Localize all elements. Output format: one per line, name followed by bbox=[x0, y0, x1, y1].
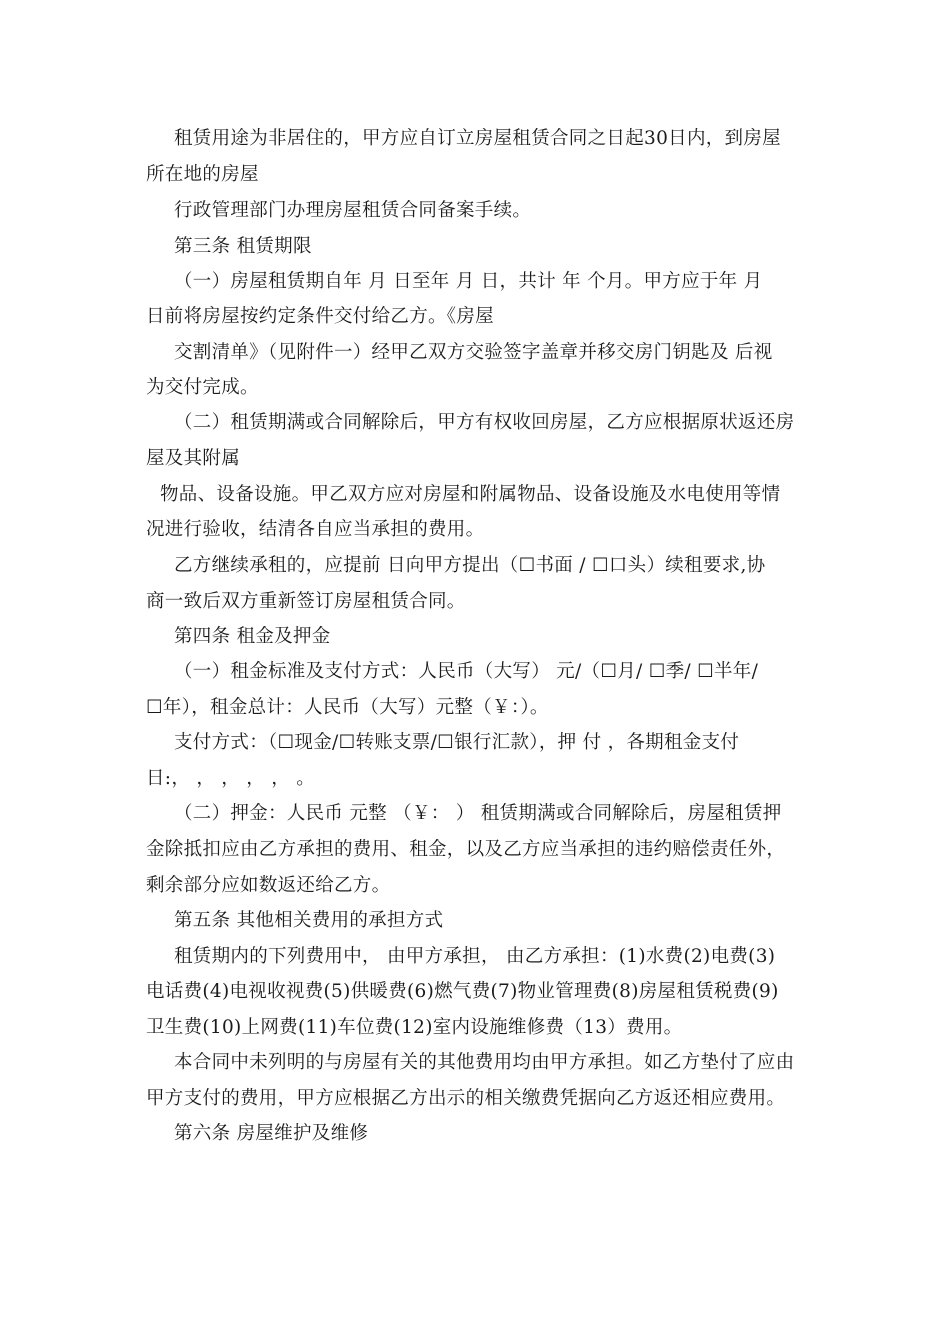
text-line: 行政管理部门办理房屋租赁合同备案手续。 bbox=[174, 200, 532, 221]
text-line: 交割清单》（见附件一）经甲乙双方交验签字盖章并移交房门钥匙及 后视 bbox=[174, 342, 773, 363]
text-line: 屋及其附属 bbox=[146, 448, 241, 469]
text-line: 所在地的房屋 bbox=[146, 164, 259, 185]
text-line: 况进行验收，结清各自应当承担的费用。 bbox=[146, 519, 485, 540]
text-line: 剩余部分应如数返还给乙方。 bbox=[146, 875, 391, 896]
text-line: 日前将房屋按约定条件交付给乙方。《房屋 bbox=[146, 306, 494, 327]
section-heading: 第四条 租金及押金 bbox=[174, 626, 331, 647]
text-line: 支付方式：（☐现金/☐转账支票/☐银行汇款），押 付 ，各期租金支付 bbox=[174, 732, 740, 753]
text-line: 乙方继续承租的，应提前 日向甲方提出（☐书面 / ☐口头）续租要求,协 bbox=[174, 555, 766, 576]
text-line: 金除抵扣应由乙方承担的费用、租金，以及乙方应当承担的违约赔偿责任外， bbox=[146, 839, 786, 860]
text-line: 本合同中未列明的与房屋有关的其他费用均由甲方承担。如乙方垫付了应由 bbox=[174, 1052, 795, 1073]
section-heading: 第三条 租赁期限 bbox=[174, 236, 312, 257]
text-line: （二）租赁期满或合同解除后，甲方有权收回房屋，乙方应根据原状返还房 bbox=[174, 412, 795, 433]
text-line: 商一致后双方重新签订房屋租赁合同。 bbox=[146, 591, 466, 612]
text-line: 租赁期内的下列费用中， 由甲方承担， 由乙方承担：(1)水费(2)电费(3) bbox=[174, 946, 776, 967]
text-line: ☐年），租金总计：人民币（大写）元整（￥：）。 bbox=[146, 697, 549, 718]
text-line: （一）房屋租赁期自年 月 日至年 月 日，共计 年 个月。甲方应于年 月 bbox=[174, 271, 763, 292]
text-line: 日:， ， ， ， ， 。 bbox=[146, 768, 316, 789]
section-heading: 第五条 其他相关费用的承担方式 bbox=[174, 910, 444, 931]
text-line: 租赁用途为非居住的，甲方应自订立房屋租赁合同之日起30日内，到房屋 bbox=[174, 128, 781, 149]
text-line: （一）租金标准及支付方式：人民币（大写） 元/（☐月/ ☐季/ ☐半年/ bbox=[174, 661, 759, 682]
text-line: 卫生费(10)上网费(11)车位费(12)室内设施维修费（13）费用。 bbox=[146, 1017, 683, 1038]
text-line: 电话费(4)电视收视费(5)供暖费(6)燃气费(7)物业管理费(8)房屋租赁税费(9) bbox=[146, 981, 779, 1002]
text-line: 物品、设备设施。甲乙双方应对房屋和附属物品、设备设施及水电使用等情 bbox=[160, 484, 781, 505]
text-line: 甲方支付的费用，甲方应根据乙方出示的相关缴费凭据向乙方返还相应费用。 bbox=[146, 1088, 786, 1109]
text-line: 为交付完成。 bbox=[146, 377, 259, 398]
section-heading: 第六条 房屋维护及维修 bbox=[174, 1123, 369, 1144]
text-line: （二）押金：人民币 元整 （￥： ） 租赁期满或合同解除后，房屋租赁押 bbox=[174, 803, 782, 824]
